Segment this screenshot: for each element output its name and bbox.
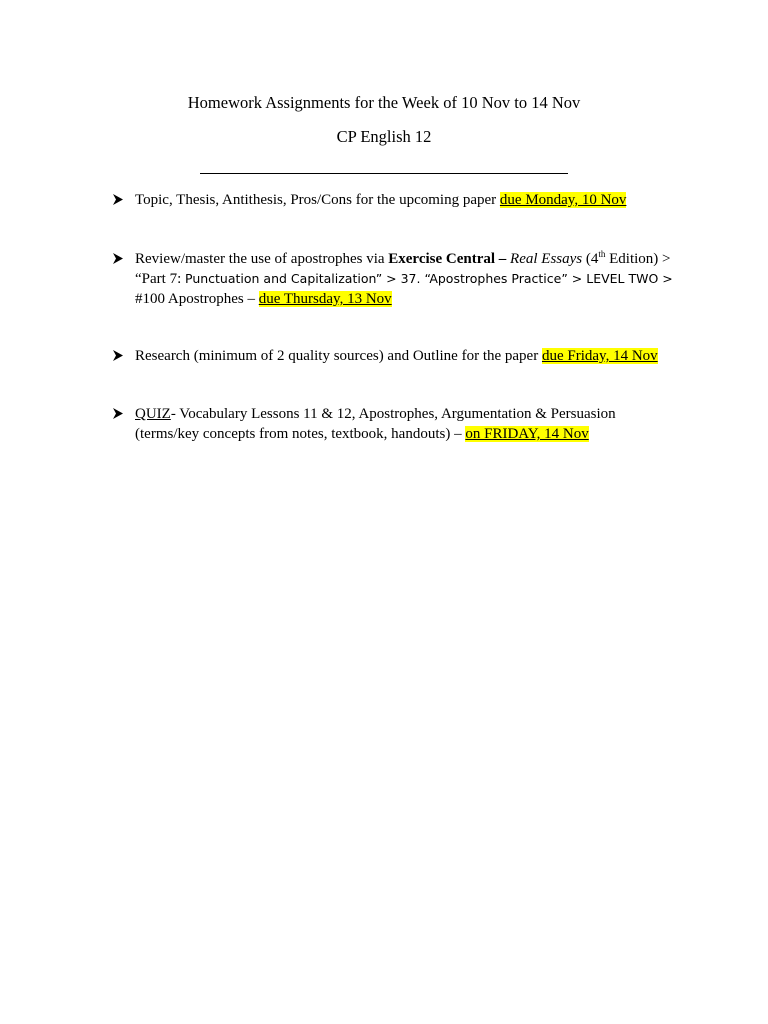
assignment-text: Review/master the use of apostrophes via (135, 251, 389, 267)
assignment-text: Topic, Thesis, Antithesis, Pros/Cons for the upcoming paper (135, 192, 500, 208)
assignment-text: - Vocabulary Lessons 11 & 12, Apostrophes, Argumentation & Persuasion (170, 406, 616, 422)
due-date-highlight: due Monday, 10 Nov (499, 192, 627, 208)
arrow-bullet-icon (113, 194, 123, 205)
exercise-central-label: Exercise Central – (388, 251, 511, 267)
course-name: CP English 12 (336, 127, 432, 146)
assignment-text-line2: (terms/key concepts from notes, textbook, handouts) – (135, 426, 466, 442)
exercise-number-text: #100 Apostrophes – (135, 291, 259, 307)
due-date-highlight: due Friday, 14 Nov (541, 348, 658, 364)
book-title: Real Essays (510, 251, 583, 267)
title-divider (200, 173, 568, 174)
edition-text: (4 (582, 251, 599, 267)
quiz-label: QUIZ (135, 406, 171, 422)
arrow-bullet-icon (113, 350, 123, 361)
due-date-highlight: on FRIDAY, 14 Nov (465, 426, 589, 442)
page-title: Homework Assignments for the Week of 10 Nov to 14 Nov (187, 93, 581, 112)
edition-superscript: th (598, 249, 606, 259)
edition-text-end: Edition) > (605, 251, 671, 267)
arrow-bullet-icon (113, 253, 123, 264)
arrow-bullet-icon (113, 408, 123, 419)
due-date-highlight: due Thursday, 13 Nov (258, 291, 392, 307)
path-text-sans: Punctuation and Capitalization” > 37. “Apostrophes Practice” > LEVEL TWO > (185, 271, 673, 286)
path-text: “Part 7: (135, 271, 185, 287)
assignment-text: Research (minimum of 2 quality sources) and Outline for the paper (135, 348, 542, 364)
